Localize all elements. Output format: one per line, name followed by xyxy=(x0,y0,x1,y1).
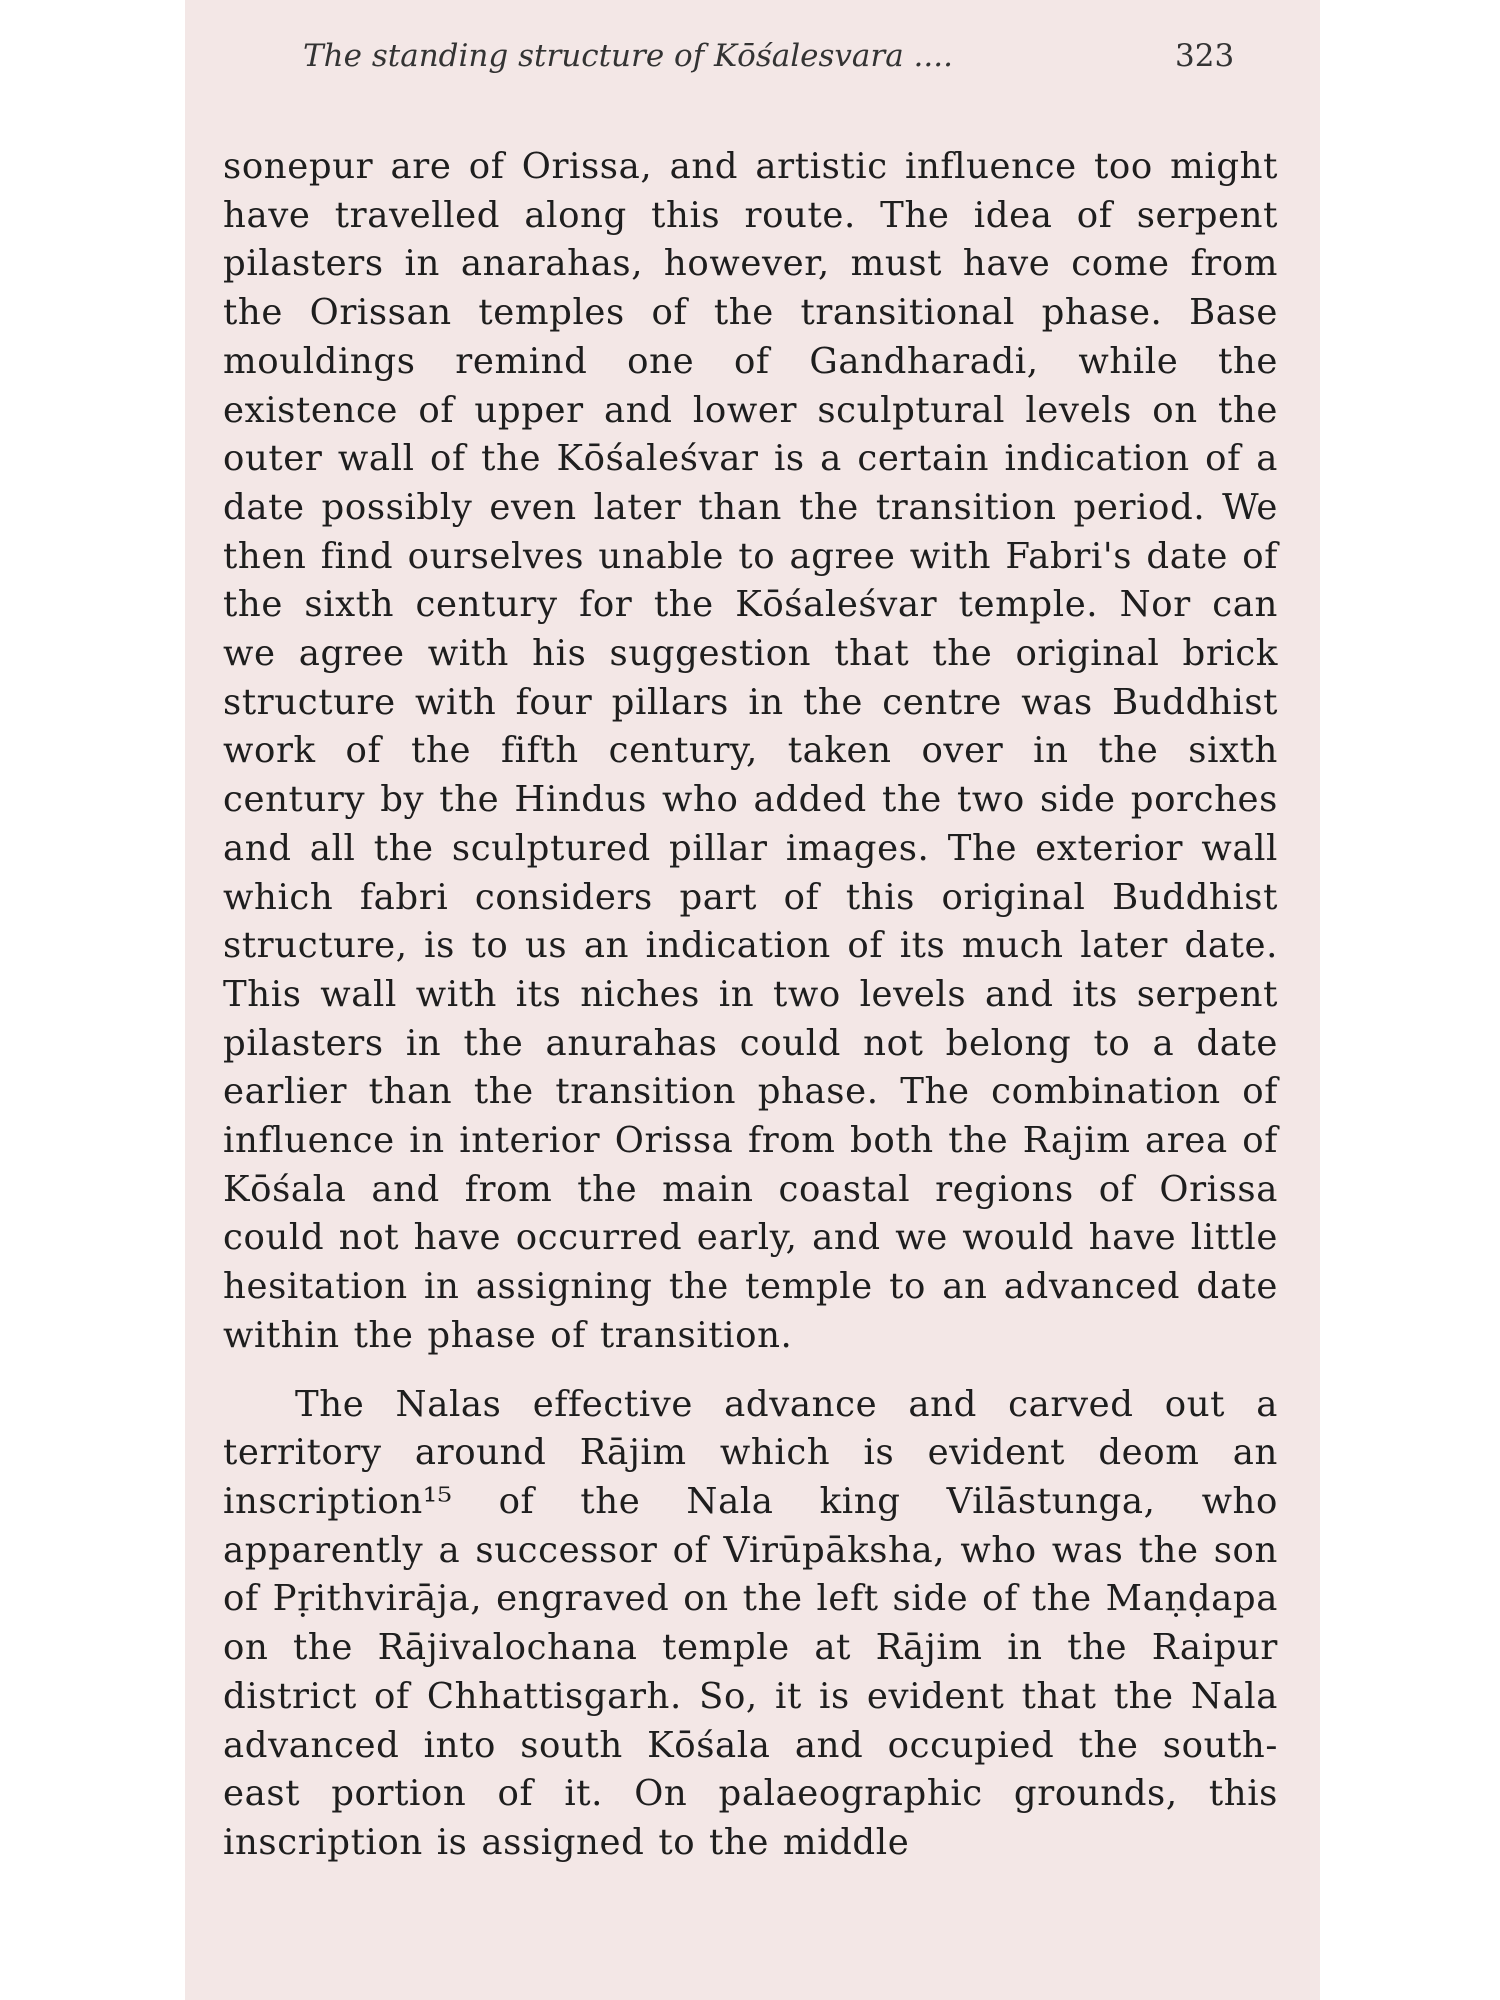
paragraph-1: sonepur are of Orissa, and artistic influence too might have travelled along this route. The idea of serpent pilasters in anarahas, however, must have come from the Orissan temples of the transitional phase. Base mouldings remind one of Gandharadi, while the existence of upper and lower sculptural levels on the outer wall of the Kōśaleśvar is a certain indication of a date possibly even later than the transition period. We then find ourselves unable to agree with Fabri's date of the sixth century for the Kōśaleśvar temple. Nor can we agree with his suggestion that the original brick structure with four pillars in the centre was Buddhist work of the fifth century, taken over in the sixth century by the Hindus who added the two side porches and all the sculptured pillar images. The exterior wall which fabri considers part of this original Buddhist structure, is to us an indication of its much later date. This wall with its niches in two levels and its serpent pilasters in the anurahas could not belong to a date earlier than the transition phase. The combination of influence in interior Orissa from both the Rajim area of Kōśala and from the main coastal regions of Orissa could not have occurred early, and we would have little hesitation in assigning the temple to an advanced date within the phase of transition. xyxy=(223,146,1278,1356)
book-page xyxy=(185,0,1320,2000)
body-text xyxy=(223,143,1278,1868)
running-title: The standing structure of Kōśalesvara .... xyxy=(303,38,953,74)
running-header xyxy=(185,38,1320,88)
paragraph-2: The Nalas effective advance and carved out a territory around Rājim which is evident deom an inscription¹⁵ of the Nala king Vilāstunga, who apparently a successor of Virūpāksha, who was the son of Pṛithvirāja, engraved on the left side of the Maṇḍapa on the Rājivalochana temple at Rājim in the Raipur district of Chhattisgarh. So, it is evident that the Nala advanced into south Kōśala and occupied the south-east portion of it. On palaeographic grounds, this inscription is assigned to the middle xyxy=(223,1383,1278,1863)
page-number: 323 xyxy=(1175,38,1235,74)
